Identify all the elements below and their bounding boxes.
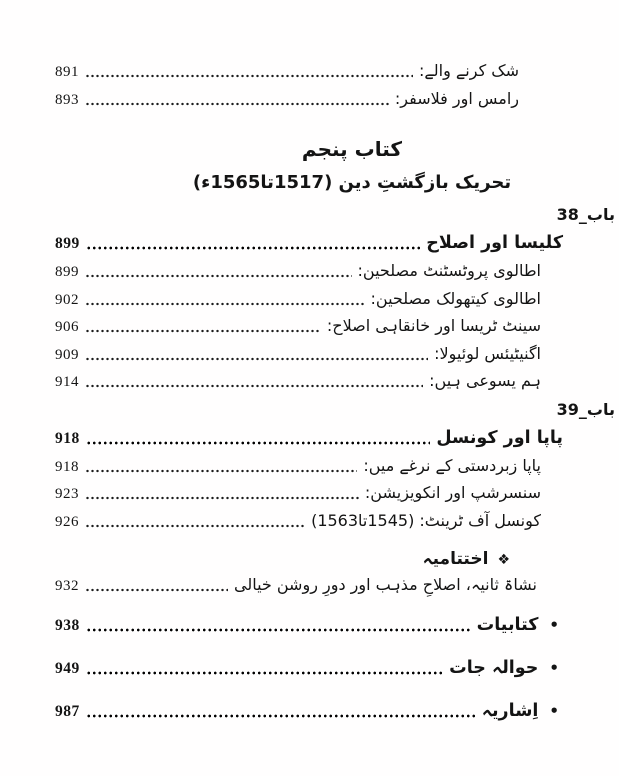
diamond-icon: ❖ [497,552,510,568]
toc-entry-row [55,480,615,506]
toc-page-number: 918 [55,459,79,475]
chapter-39-label: باب_39 [556,400,615,419]
dot-leader [86,628,471,632]
toc-entry-title: نشاۃ ثانیہ، اصلاحِ مذہب اور دورِ روشن خیالی [233,575,537,594]
toc-entry-row [55,341,615,367]
toc-page-number: 918 [55,430,80,447]
toc-entry-row [55,286,615,312]
dot-leader [85,469,357,473]
toc-entry-row [55,572,615,598]
toc-entry-title: اطالوی کیتھولک مصلحین: [370,289,541,308]
dot-leader [86,714,476,718]
toc-page-number: 899 [55,235,80,252]
toc-entry-title: سنسرشپ اور انکویزیشن: [364,483,541,502]
toc-page-number: 949 [55,660,80,677]
toc-page-number: 902 [55,292,79,308]
toc-backmatter-title: حوالہ جات [449,658,539,678]
toc-entry-row [55,508,615,534]
toc-page-number: 932 [55,578,79,594]
bullet-icon: • [549,616,559,634]
dot-leader [85,496,359,500]
dot-leader [86,441,431,445]
toc-backmatter-row [55,612,615,638]
toc-entry-title: کونسل آف ٹرینٹ: (1545تا1563) [311,511,541,530]
toc-page-number: 987 [55,703,80,720]
toc-page-number: 891 [55,64,79,80]
toc-entry-row [55,86,615,112]
toc-page-number: 909 [55,347,79,363]
bullet-icon: • [549,702,559,720]
conclusion-heading-label: اختتامیہ [422,549,489,569]
toc-chapter-title: پاپا اور کونسل [436,428,563,448]
bullet-icon: • [549,659,559,677]
toc-backmatter-title: کتابیات [476,615,539,635]
dot-leader [85,329,321,333]
dot-leader [85,74,413,78]
toc-content-column [55,0,615,776]
conclusion-heading [55,546,615,572]
toc-entry-title: شک کرنے والے: [419,61,519,80]
dot-leader [85,524,305,528]
toc-page-number: 893 [55,92,79,108]
toc-entry-row [55,258,615,284]
toc-entry-row [55,58,615,84]
toc-entry-title: سینٹ ٹریسا اور خانقاہی اصلاح: [326,316,541,335]
dot-leader [85,302,365,306]
toc-page-number: 899 [55,264,79,280]
toc-backmatter-row [55,655,615,681]
toc-backmatter-title: اِشاریہ [481,701,539,721]
chapter-38-label: باب_38 [556,205,615,224]
dot-leader [85,588,228,592]
toc-page-number: 906 [55,319,79,335]
toc-page-number: 914 [55,374,79,390]
toc-page-number: 938 [55,617,80,634]
dot-leader [85,102,389,106]
dot-leader [86,671,443,675]
toc-backmatter-row [55,698,615,724]
toc-entry-title: پاپا زبردستی کے نرغے میں: [363,456,541,475]
toc-entry-title: اگنیٹیئس لوئیولا: [434,344,541,363]
dot-leader [85,357,428,361]
dot-leader [85,384,423,388]
book-subtitle: تحریک بازگشتِ دین (1517تا1565ء) [192,172,512,193]
toc-chapter-row [55,230,615,256]
toc-page-number: 923 [55,486,79,502]
toc-page-number: 926 [55,514,79,530]
toc-entry-title: ہم یسوعی ہیں: [429,371,541,390]
toc-entry-row [55,313,615,339]
toc-entry-row [55,368,615,394]
toc-entry-title: اطالوی پروٹسٹنٹ مصلحین: [357,261,541,280]
toc-chapter-row [55,425,615,451]
toc-entry-title: رامس اور فلاسفر: [394,89,519,108]
dot-leader [86,246,420,250]
dot-leader [85,274,352,278]
book-title: کتاب پنجم [301,137,403,161]
toc-chapter-title: کلیسا اور اصلاح [426,233,563,253]
toc-entry-row [55,453,615,479]
